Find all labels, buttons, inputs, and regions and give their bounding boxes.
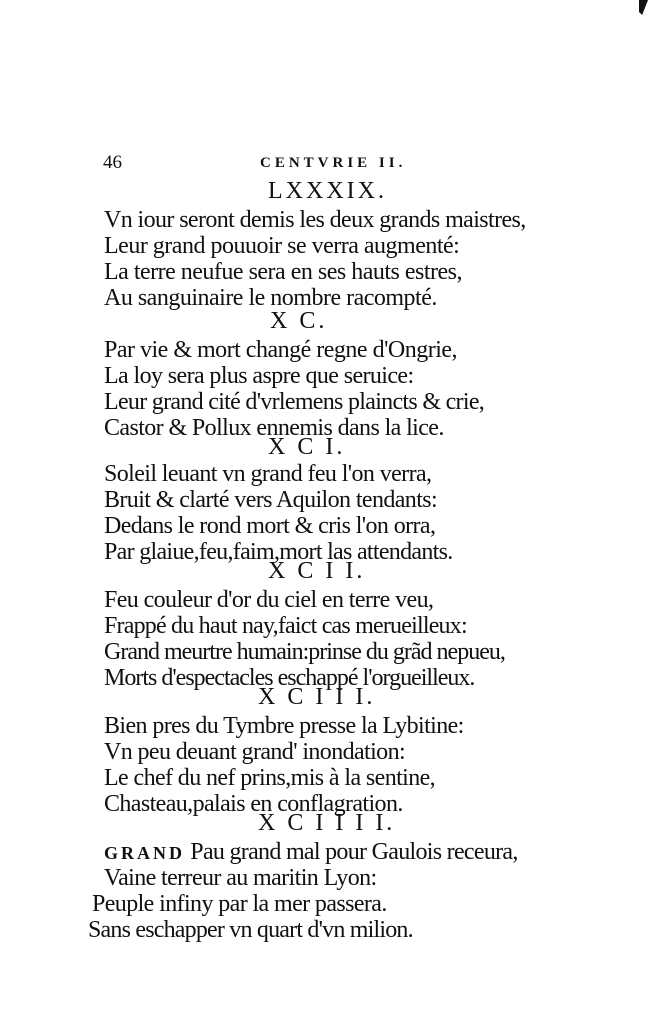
verse-line: Vaine terreur au maritin Lyon: bbox=[104, 865, 377, 891]
verse-line: Grand meurtre humain:prinse du grãd nepueu, bbox=[104, 639, 505, 665]
verse-line: Chasteau,palais en conflagration. bbox=[104, 791, 403, 817]
verse-line: Par vie & mort changé regne d'Ongrie, bbox=[104, 337, 458, 363]
verse-line: Vn peu deuant grand' inondation: bbox=[104, 739, 406, 765]
verse-line-rest: Pau grand mal pour Gaulois receura, bbox=[185, 839, 518, 865]
quatrain-number: LXXXIX. bbox=[268, 178, 387, 204]
verse-line: Frappé du haut nay,faict cas merueilleux: bbox=[104, 613, 467, 639]
page-corner-mark bbox=[639, 0, 648, 15]
verse-line: Morts d'espectacles eschappé l'orgueilleux. bbox=[104, 665, 475, 691]
quatrain-number: X C I I. bbox=[268, 558, 366, 584]
verse-line: Soleil leuant vn grand feu l'on verra, bbox=[104, 461, 432, 487]
verse-line: Le chef du nef prins,mis à la sentine, bbox=[104, 765, 436, 791]
opening-capital-word: GRAND bbox=[104, 843, 185, 863]
running-title: CENTVRIE II. bbox=[260, 155, 407, 171]
verse-line: Peuple infiny par la mer passera. bbox=[92, 891, 387, 917]
verse-line: La loy sera plus aspre que seruice: bbox=[104, 363, 414, 389]
page-number: 46 bbox=[103, 152, 122, 173]
quatrain-number: X C I. bbox=[268, 434, 346, 460]
verse-line: Vn iour seront demis les deux grands maistres, bbox=[104, 207, 526, 233]
verse-line bbox=[104, 840, 518, 864]
verse-line: Leur grand cité d'vrlemens plaincts & crie, bbox=[104, 389, 485, 415]
verse-line: Bruit & clarté vers Aquilon tendants: bbox=[104, 487, 438, 513]
verse-line: Bien pres du Tymbre presse la Lybitine: bbox=[104, 713, 464, 739]
quatrain-number: X C I I I I. bbox=[258, 810, 396, 836]
verse-line: Au sanguinaire le nombre racompté. bbox=[104, 285, 437, 311]
quatrain-number: X C. bbox=[270, 308, 328, 334]
verse-line: La terre neufue sera en ses hauts estres, bbox=[104, 259, 462, 285]
verse-line: Sans eschapper vn quart d'vn milion. bbox=[88, 917, 413, 943]
verse-line: Leur grand pouuoir se verra augmenté: bbox=[104, 233, 460, 259]
verse-line: Feu couleur d'or du ciel en terre veu, bbox=[104, 587, 434, 613]
page-header bbox=[103, 152, 463, 178]
quatrain-number: X C I I I. bbox=[258, 684, 376, 710]
verse-line: Dedans le rond mort & cris l'on orra, bbox=[104, 513, 436, 539]
verse-line: Par glaiue,feu,faim,mort las attendants. bbox=[104, 539, 453, 565]
verse-line: Castor & Pollux ennemis dans la lice. bbox=[104, 415, 444, 441]
